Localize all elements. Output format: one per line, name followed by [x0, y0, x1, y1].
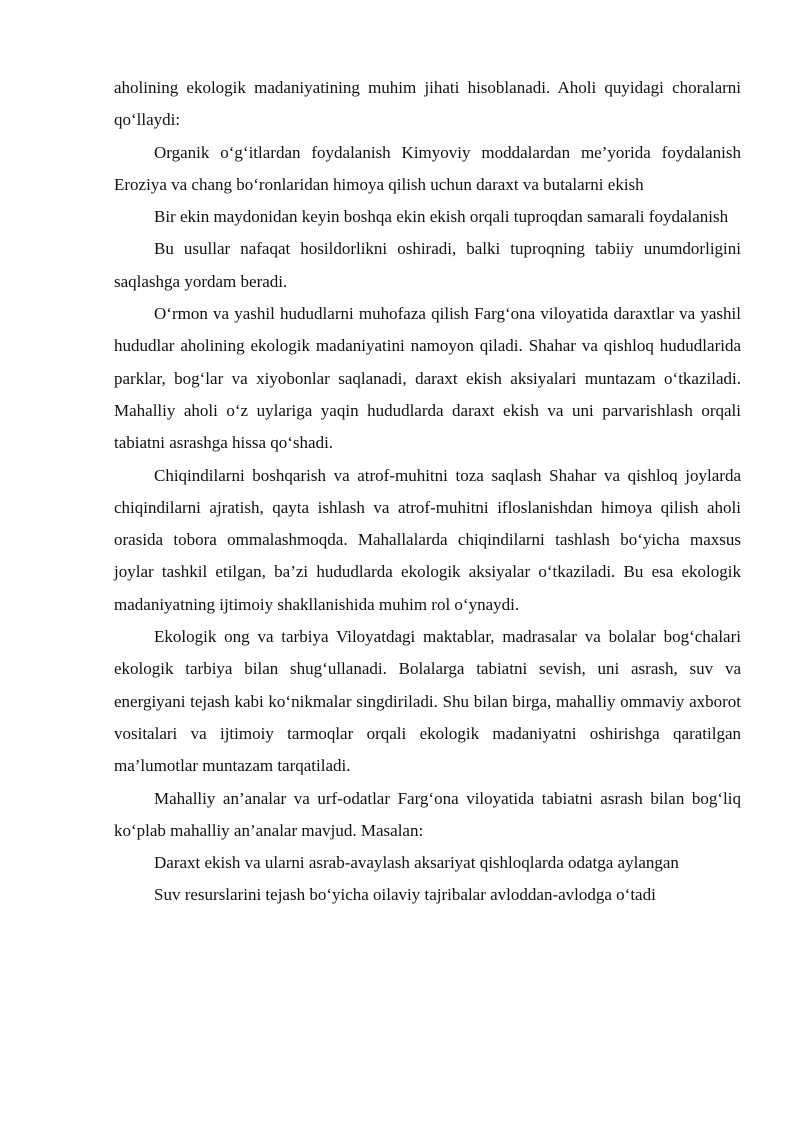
document-body: [114, 72, 741, 912]
paragraph-example-water: Suv resurslarini tejash bo‘yicha oilaviy tajribalar avloddan-avlodga o‘tadi: [154, 885, 656, 905]
paragraph-waste-management: Chiqindilarni boshqarish va atrof-muhitni toza saqlash Shahar va qishloq joylarda chiqindilarni ajratish, qayta ishlash va atrof-muhitni ifloslanishdan himoya qilish aholi orasida tobora ommalashmoqda. Mahallalarda chiqindilarni tashlash bo‘yicha maxsus joylar tashkil etilgan, ba’zi hududlarda ekologik aksiyalar o‘tkaziladi. Bu esa ekologik madaniyatning ijtimoiy shakllanishida muhim rol o‘ynaydi.: [114, 465, 741, 614]
paragraph-measures-list: Organik o‘g‘itlardan foydalanish Kimyoviy moddalardan me’yorida foydalanish Eroziya va chang bo‘ronlaridan himoya qilish uchun daraxt va butalarni ekish: [114, 142, 741, 194]
paragraph-continuation: aholining ekologik madaniyatining muhim jihati hisoblanadi. Aholi quyidagi choralarni qo‘llaydi:: [114, 78, 741, 130]
paragraph-forest-protection: O‘rmon va yashil hududlarni muhofaza qilish Farg‘ona viloyatida daraxtlar va yashil hududlar aholining ekologik madaniyatini namoyon qiladi. Shahar va qishloq hududlarida parklar, bog‘lar va xiyobonlar saqlanadi, daraxt ekish aksiyalari muntazam o‘tkaziladi. Mahalliy aholi o‘z uylariga yaqin hududlarda daraxt ekish va uni parvarishlash orqali tabiatni asrashga hissa qo‘shadi.: [114, 304, 741, 453]
paragraph-methods-benefit: Bu usullar nafaqat hosildorlikni oshiradi, balki tuproqning tabiiy unumdorligini saqlashga yordam beradi.: [114, 239, 741, 291]
paragraph-crop-rotation: Bir ekin maydonidan keyin boshqa ekin ekish orqali tuproqdan samarali foydalanish: [154, 207, 729, 227]
paragraph-local-traditions: Mahalliy an’analar va urf-odatlar Farg‘ona viloyatida tabiatni asrash bilan bog‘liq ko‘plab mahalliy an’analar mavjud. Masalan:: [114, 788, 741, 840]
paragraph-example-trees: Daraxt ekish va ularni asrab-avaylash aksariyat qishloqlarda odatga aylangan: [154, 853, 679, 873]
paragraph-ecological-education: Ekologik ong va tarbiya Viloyatdagi maktablar, madrasalar va bolalar bog‘chalari ekologik tarbiya bilan shug‘ullanadi. Bolalarga tabiatni sevish, uni asrash, suv va energiyani tejash kabi ko‘nikmalar singdiriladi. Shu bilan birga, mahalliy ommaviy axborot vositalari va ijtimoiy tarmoqlar orqali ekologik madaniyatni oshirishga qaratilgan ma’lumotlar muntazam tarqatiladi.: [114, 627, 741, 776]
